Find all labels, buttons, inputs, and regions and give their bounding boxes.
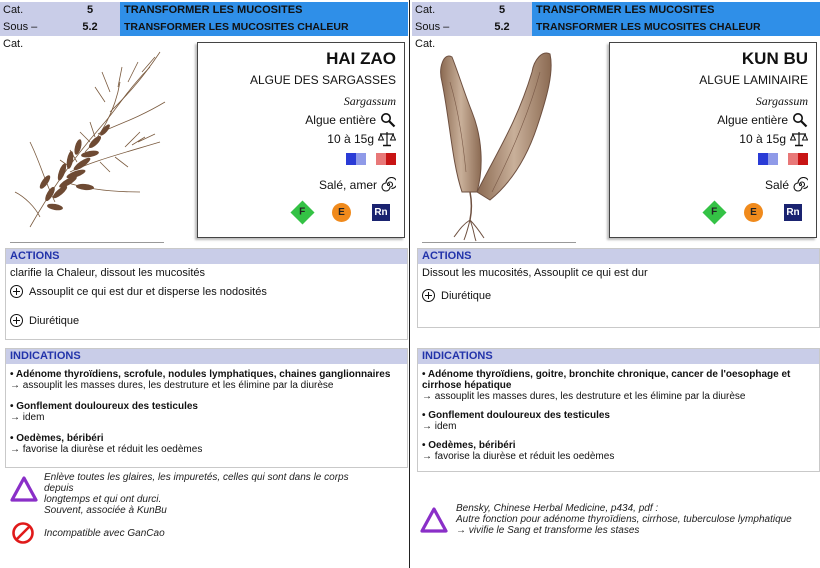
category-row <box>412 2 820 19</box>
herb-latin-name: Sargassum <box>755 94 808 108</box>
indication-detail: → idem <box>422 421 457 432</box>
nature-swatch-cool <box>356 153 366 165</box>
remark-line: Bensky, Chinese Herbal Medicine, p434, pdf : <box>456 503 659 514</box>
meridian-rn-badge: Rn <box>784 204 802 221</box>
indication-detail: → assouplit les masses dures, les destruture et les élimine par la diurèse <box>10 380 334 391</box>
nature-swatch-neutral <box>778 153 788 165</box>
scale-icon <box>790 131 808 147</box>
herb-id-box <box>197 42 405 238</box>
actions-section <box>417 248 820 328</box>
dose-text: 10 à 15g <box>739 132 786 146</box>
category-label: Cat. <box>0 2 60 19</box>
spiral-icon <box>381 177 396 192</box>
remark-line: longtemps et qui ont durci. <box>44 494 162 505</box>
triangle-icon <box>420 507 448 533</box>
plus-circle-icon <box>10 285 23 298</box>
subcategory-title: TRANSFORMER LES MUCOSITES CHALEUR <box>532 19 820 36</box>
part-used <box>305 112 396 128</box>
subcategory-label: Sous – Cat. <box>0 19 60 36</box>
sargassum-illustration <box>10 42 175 242</box>
subcategory-row <box>412 19 820 50</box>
taste <box>319 177 396 192</box>
indication-item <box>418 369 819 402</box>
meridian-rn-badge: Rn <box>372 204 390 221</box>
indication-item <box>418 440 819 462</box>
indications-heading: INDICATIONS <box>418 349 819 364</box>
subcategory-number: 5.2 <box>60 19 120 36</box>
action-item <box>6 314 407 327</box>
indication-item <box>418 410 819 432</box>
indication-title: • Adénome thyroïdiens, scrofule, nodules lymphatiques, chaines ganglionnaires <box>10 369 391 380</box>
subcategory-row <box>0 19 408 50</box>
actions-intro: Dissout les mucosités, Assouplit ce qui est dur <box>422 267 648 279</box>
herb-latin-name: Sargassum <box>343 94 396 108</box>
category-label: Cat. <box>412 2 472 19</box>
nature-swatch-cold <box>758 153 768 165</box>
actions-heading: ACTIONS <box>6 249 407 264</box>
incompatibility-note: Incompatible avec GanCao <box>44 528 165 539</box>
meridians <box>706 203 802 222</box>
indication-detail: → favorise la diurèse et réduit les oedèmes <box>422 451 615 462</box>
indications-heading: INDICATIONS <box>6 349 407 364</box>
plus-circle-icon <box>10 314 23 327</box>
indication-detail: → assouplit les masses dures, les destruture et les élimine par la diurèse <box>422 391 746 402</box>
card-divider <box>409 0 410 568</box>
indications-section <box>417 348 820 472</box>
herb-french-name: ALGUE DES SARGASSES <box>249 73 396 87</box>
indication-title: • Oedèmes, béribéri <box>422 440 516 451</box>
remark-line: → vivifie le Sang et transforme les stases <box>456 525 640 536</box>
herb-name: HAI ZAO <box>326 49 396 68</box>
meridian-e-badge: E <box>332 203 351 222</box>
taste-text: Salé, amer <box>318 177 377 192</box>
scale-icon <box>378 131 396 147</box>
subcategory-number: 5.2 <box>472 19 532 36</box>
nature-swatch-warm <box>376 153 386 165</box>
magnifier-icon <box>792 112 808 128</box>
category-title: TRANSFORMER LES MUCOSITES <box>120 2 408 19</box>
herb-card-hai-zao <box>0 0 408 568</box>
meridians <box>294 203 390 222</box>
indication-item <box>6 401 407 423</box>
remark-line: Souvent, associée à KunBu <box>44 505 167 516</box>
action-item <box>6 285 407 298</box>
action-item-text: Assouplit ce qui est dur et disperse les nodosités <box>29 285 267 298</box>
nature-swatch-neutral <box>366 153 376 165</box>
remark-note <box>44 472 374 516</box>
plus-circle-icon <box>422 289 435 302</box>
actions-section <box>5 248 408 340</box>
indication-title: • Adénome thyroïdiens, goitre, bronchite chronique, cancer de l'oesophage et cirrhose hépatique <box>422 369 791 391</box>
category-row <box>0 2 408 19</box>
category-number: 5 <box>472 2 532 19</box>
remark-line: Enlève toutes les glaires, les impuretés, celles qui sont dans le corps depuis <box>44 472 349 494</box>
nature-swatch-cool <box>768 153 778 165</box>
indications-section <box>5 348 408 468</box>
spiral-icon <box>793 177 808 192</box>
part-used <box>717 112 808 128</box>
indication-item <box>6 433 407 455</box>
remark-line: Autre fonction pour adénome thyroïdiens, cirrhose, tuberculose lymphatique <box>456 514 792 525</box>
remark-note <box>456 503 816 536</box>
actions-intro: clarifie la Chaleur, dissout les mucosités <box>10 267 206 279</box>
dose-text: 10 à 15g <box>327 132 374 146</box>
dose <box>327 131 396 147</box>
meridian-f-badge: F <box>702 200 726 224</box>
category-number: 5 <box>60 2 120 19</box>
action-item <box>418 289 819 302</box>
herb-french-name: ALGUE LAMINAIRE <box>699 73 808 87</box>
subcategory-title: TRANSFORMER LES MUCOSITES CHALEUR <box>120 19 408 36</box>
nature-swatch-hot <box>798 153 808 165</box>
nature-scale <box>346 153 396 165</box>
meridian-f-badge: F <box>290 200 314 224</box>
herb-id-box <box>609 42 817 238</box>
dose <box>739 131 808 147</box>
actions-heading: ACTIONS <box>418 249 819 264</box>
illustration-baseline <box>10 242 164 243</box>
nature-swatch-warm <box>788 153 798 165</box>
illustration-baseline <box>422 242 576 243</box>
magnifier-icon <box>380 112 396 128</box>
part-used-text: Algue entière <box>305 113 376 127</box>
taste <box>765 177 808 192</box>
indication-detail: → idem <box>10 412 45 423</box>
indication-title: • Gonflement douloureux des testicules <box>10 401 198 412</box>
herb-card-kun-bu <box>412 0 820 568</box>
nature-swatch-cold <box>346 153 356 165</box>
taste-text: Salé <box>764 177 789 192</box>
indication-title: • Gonflement douloureux des testicules <box>422 410 610 421</box>
laminaria-illustration <box>422 42 587 242</box>
part-used-text: Algue entière <box>717 113 788 127</box>
indication-item <box>6 369 407 391</box>
indication-detail: → favorise la diurèse et réduit les oedèmes <box>10 444 203 455</box>
herb-name: KUN BU <box>741 49 808 68</box>
prohibited-icon <box>11 521 35 545</box>
meridian-e-badge: E <box>744 203 763 222</box>
action-item-text: Diurétique <box>441 289 492 302</box>
nature-scale <box>758 153 808 165</box>
nature-swatch-hot <box>386 153 396 165</box>
triangle-icon <box>10 476 38 502</box>
category-title: TRANSFORMER LES MUCOSITES <box>532 2 820 19</box>
action-item-text: Diurétique <box>29 314 80 327</box>
indication-title: • Oedèmes, béribéri <box>10 433 104 444</box>
subcategory-label: Sous – Cat. <box>412 19 472 36</box>
